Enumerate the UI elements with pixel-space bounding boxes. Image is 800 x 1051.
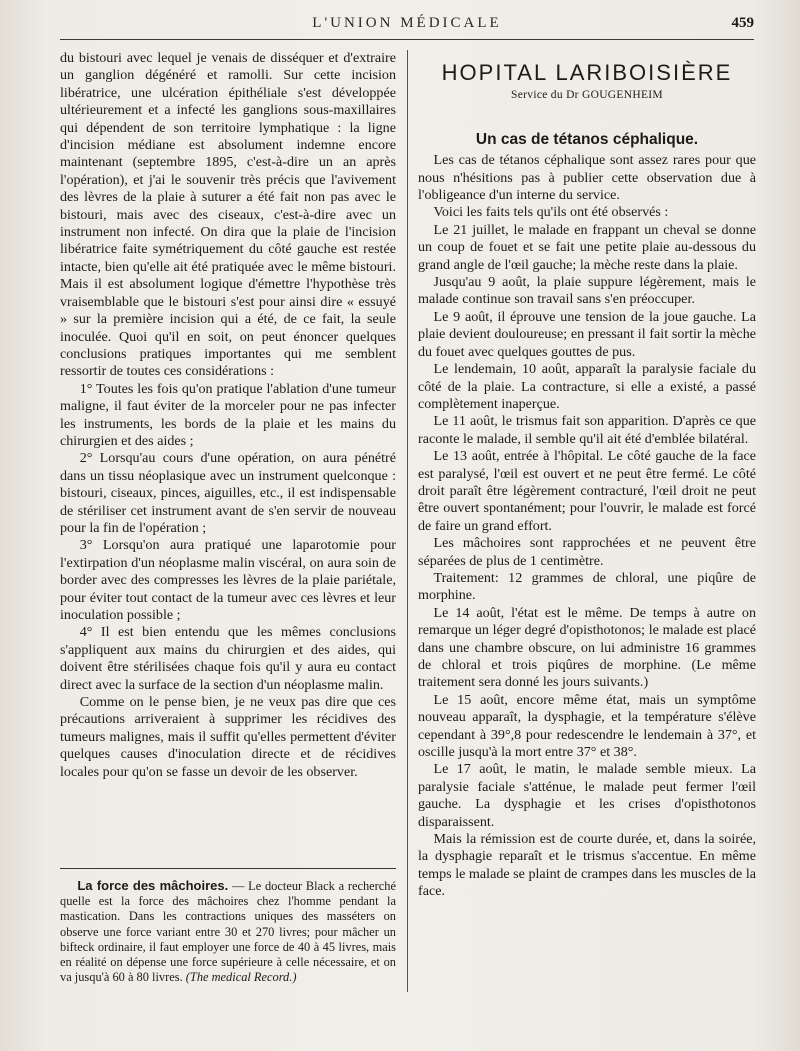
service-subheading: Service du Dr GOUGENHEIM [511,89,663,102]
paragraph: Le 17 août, le matin, le malade semble mieux. La paralysie faciale s'atténue, le malade peut fermer l'œil gauche. La dysphagie et les crises d'opisthotonos disparaissent. [418,761,756,830]
note-separator [60,868,396,869]
running-head [60,10,754,34]
paragraph: Le 13 août, entrée à l'hôpital. Le côté gauche de la face est paralysé, l'œil est ouvert et ne peut être fermé. Le côté droit paraît être légèrement contracturé, l'œil droit ne peut être ouvert spontanément; pour l'ouvrir, le malade est forcé de faire un grand effort. [418,448,756,534]
paragraph: Le 9 août, il éprouve une tension de la joue gauche. La plaie devient douloureuse; en pressant il fait sortir la mèche du fouet avec quelques gouttes de pus. [418,308,756,360]
news-note [60,878,396,985]
paragraph: Le 14 août, l'état est le même. De temps à autre on remarque un léger degré d'opisthotonos; le malade est placé dans une chambre obscure, on lui administre 16 grammes de chloral et trois piqûres de morphine. (Le même traitement sera donné les jours suivants.) [418,604,756,691]
note-body: — Le docteur Black a recherché quelle est la force des mâchoires chez l'homme pendant la mastication. Dans les contractions uniques des masséters on observe une force variant entre 30 et 270 livres; pour mâcher un bifteck ordinaire, il faut employer une force de 40 à 45 livres, mais en réalité on dépense une force supérieure à celle nécessaire, et on va jusqu'à 60 à 80 livres. [60,879,396,985]
right-column [418,50,756,901]
paragraph: Traitement: 12 grammes de chloral, une piqûre de morphine. [418,569,756,604]
paragraph: Le 21 juillet, le malade en frappant un cheval se donne un coup de fouet et se fait une petite plaie au-dessous du grand angle de l'œil gauche; la mèche reste dans la plaie. [418,221,756,273]
paragraph: 1° Toutes les fois qu'on pratique l'ablation d'une tumeur maligne, il faut éviter de la morceler pour ne pas infecter les instruments, les bords de la plaie et les mains du chirurgien et des aides ; [60,380,396,449]
paragraph: 3° Lorsqu'on aura pratiqué une laparotomie pour l'extirpation d'un néoplasme malin viscéral, on aura soin de border avec des compresses les lèvres de la plaie pariétale, pour éviter tout contact de la tumeur avec ces lèvres et leur inoculation possible ; [60,537,396,623]
note-title: La force des mâchoires. [77,878,229,893]
paragraph: Voici les faits tels qu'ils ont été observés : [433,204,669,221]
article-body [418,152,756,900]
paragraph: du bistouri avec lequel je venais de disséquer et d'extraire un ganglion dégénéré et ramolli. Sur cette incision libératrice, une ulcération épithéliale s'est développée ultérieurement et a infecté les ganglions sous-maxillaires qui dépendent de son territoire lymphatique : la ligne d'incision médiane est absolument indemne encore maintenant (septembre 1895, c'est-à-dire un an après l'opération), et j'ai le souvenir très précis que l'avivement des lèvres de la plaie à suturer a été fait non pas avec le bistouri, mais avec des ciseaux, c'est-à-dire avec un instrument non infecté. On dira que la plaie de l'incision libératrice faite symétriquement du côté gauche est restée intacte, bien qu'elle ait été pratiquée avec le même bistouri. Mais il est absolument logique d'émettre l'hypothèse très vraisemblable que le bistouri s'est pour ainsi dire « essuyé » sur la première incision qui a été, de ce fait, la seule inoculée. Quoi qu'il en soit, on peut énoncer quelques conclusions pratiques importantes qui me semblent ressortir de toutes ces considérations : [60,50,396,380]
paragraph: 4° Il est bien entendu que les mêmes conclusions s'appliquent aux mains du chirurgien et des aides, qui doivent être stérilisées chaque fois qu'il y aura eu contact direct avec la surface de la section d'un néoplasme malin. [60,624,396,693]
article-title: Un cas de tétanos céphalique. [475,130,699,148]
paragraph: Le 15 août, encore même état, mais un symptôme nouveau apparaît, la dysphagie, et la température s'élève cependant à 39°,8 pour redescendre le lendemain à 37°, et oscille jusqu'à la mort entre 37° et 38°. [418,691,756,761]
header-rule [60,39,754,40]
note-paragraph [60,878,396,985]
journal-title: L'UNION MÉDICALE [312,15,502,31]
paragraph: 2° Lorsqu'au cours d'une opération, on aura pénétré dans un tissu néoplasique avec un instrument quelconque : bistouri, ciseaux, pinces, aiguilles, etc., il est indispensable de stériliser cet instrument avant de s'en servir de nouveau pour la fin de l'opération ; [60,450,396,536]
paragraph: Jusqu'au 9 août, la plaie suppure légèrement, mais le malade continue son travail sans s'en préoccuper. [418,274,756,308]
column-divider [407,50,408,992]
page-number: 459 [731,15,754,31]
paragraph: Mais la rémission est de courte durée, et, dans la soirée, la dysphagie reparaît et le trismus s'accentue. En même temps le malade se plaint de crampes dans les muscles de la face. [418,831,756,900]
paragraph: Le 11 août, le trismus fait son apparition. D'après ce que raconte le malade, il semble qu'il ait été d'emblée bilatéral. [418,413,756,447]
section-heading: HOPITAL LARIBOISIÈRE [441,60,733,85]
paragraph: Les mâchoires sont rapprochées et ne peuvent être séparées de plus de 1 centimètre. [418,535,756,569]
note-source: (The medical Record.) [185,970,297,985]
paragraph: Les cas de tétanos céphalique sont assez rares pour que nous n'hésitions pas à publier cette observation due à l'obligeance d'un interne du service. [418,152,756,204]
left-column [60,50,396,781]
paragraph: Le lendemain, 10 août, apparaît la paralysie faciale du côté de la plaie. La contracture, si elle a existé, a passé complètement inaperçue. [418,361,756,412]
paragraph: Comme on le pense bien, je ne veux pas dire que ces précautions arriveraient à supprimer les récidives des tumeurs malignes, mais il suffit qu'elles permettent d'éviter quelques causes d'inoculation directe et de récidives locales pour qu'on se fasse un devoir de les observer. [60,694,396,780]
